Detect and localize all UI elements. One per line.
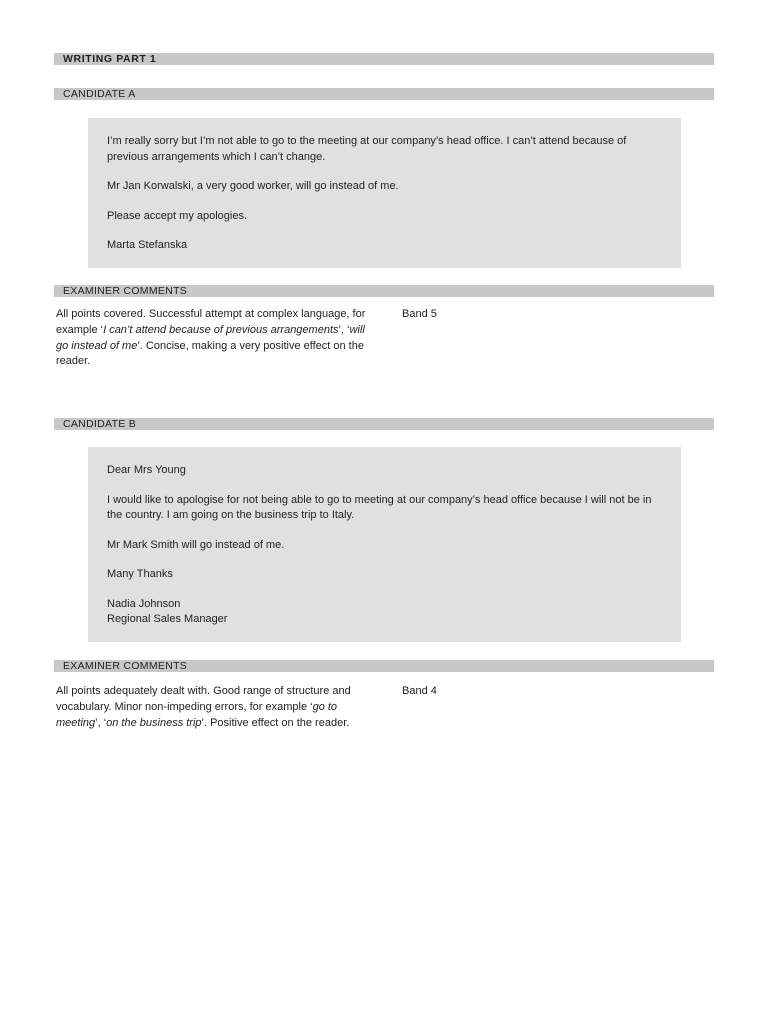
letter-signature: [107, 597, 663, 628]
section-title: WRITING PART 1: [54, 53, 714, 65]
comment-quote: will go instead of me: [56, 323, 365, 352]
letter-closing: Many Thanks: [107, 568, 173, 580]
letter-paragraph: I’m really sorry but I’m not able to go to the meeting at our company’s head office. I can’t attend because of previous arrangements which I can’t change.: [107, 135, 627, 163]
signature-name: Nadia Johnson: [107, 597, 181, 610]
letter-paragraph: Please accept my apologies.: [107, 209, 248, 222]
band-score-b: Band 4: [402, 685, 437, 697]
letter-paragraph: I would like to apologise for not being able to go to meeting at our company’s head office because I will not be in the country. I am going on the business trip to Italy.: [107, 493, 652, 521]
examiner-comment-b: All points adequately dealt with. Good range of structure and vocabulary. Minor non-impeding errors, for example ‘go to meeting’, ‘on the business trip’. Positive effect on the reader.: [56, 685, 351, 729]
candidate-a-letter: [88, 118, 681, 268]
letter-paragraph: Mr Mark Smith will go instead of me.: [107, 538, 285, 551]
examiner-comments-a-label: EXAMINER COMMENTS: [54, 285, 714, 297]
band-score-a: Band 5: [402, 308, 437, 320]
comment-quote: go to meeting: [56, 700, 338, 729]
examiner-comment-a: All points covered. Successful attempt at complex language, for example ‘I can’t attend because of previous arrangements’, ‘will go instead of me’. Concise, making a very positive effect on the reader.: [56, 308, 366, 368]
letter-signature: Marta Stefanska: [107, 239, 188, 251]
comment-quote: I can’t attend because of previous arrangements: [103, 323, 339, 336]
comment-quote: on the business trip: [106, 716, 202, 729]
signature-role: Regional Sales Manager: [107, 613, 228, 625]
examiner-comments-b-label: EXAMINER COMMENTS: [54, 660, 714, 672]
candidate-b-letter: [88, 447, 681, 642]
letter-paragraph: Mr Jan Korwalski, a very good worker, will go instead of me.: [107, 180, 399, 192]
candidate-b-label: CANDIDATE B: [54, 418, 714, 430]
candidate-a-label: CANDIDATE A: [54, 88, 714, 100]
letter-greeting: Dear Mrs Young: [107, 464, 186, 476]
